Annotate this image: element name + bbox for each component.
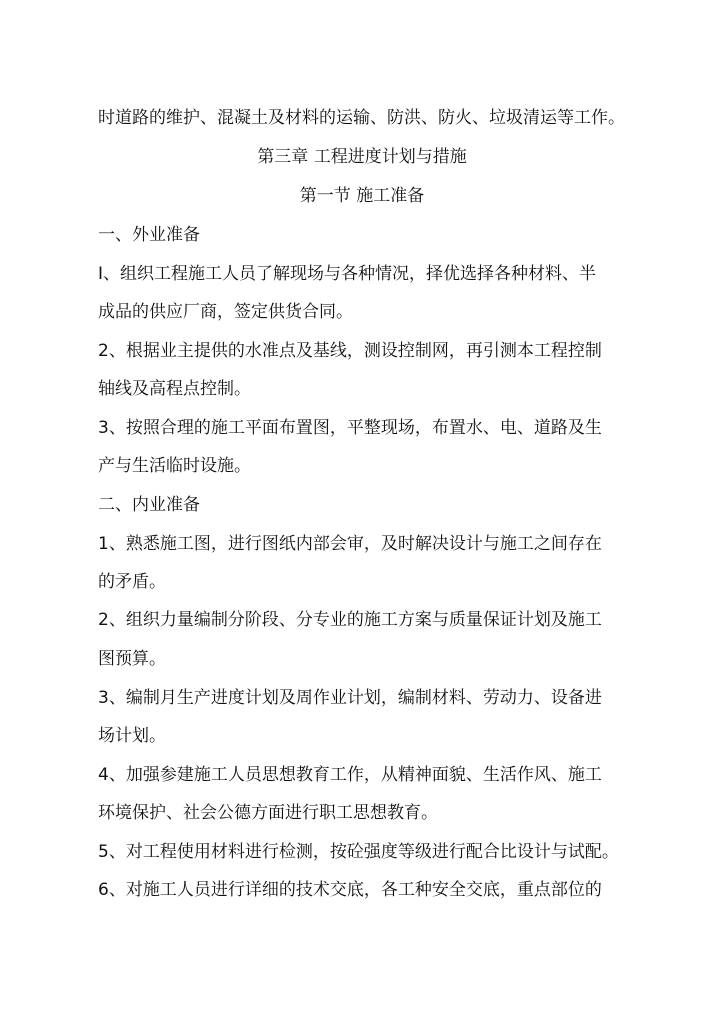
paragraph-line: 场计划。 (98, 726, 166, 746)
paragraph-line: 4、加强参建施工人员思想教育工作，从精神面貌、生活作风、施工 (98, 765, 602, 785)
paragraph-line: 成品的供应厂商，签定供货合同。 (98, 302, 353, 322)
paragraph-line: 3、按照合理的施工平面布置图，平整现场，布置水、电、道路及生 (98, 418, 602, 438)
paragraph-line: 3、编制月生产进度计划及周作业计划，编制材料、劳动力、设备进 (98, 688, 602, 708)
paragraph-line: 的矛盾。 (98, 572, 166, 592)
paragraph-line: 6、对施工人员进行详细的技术交底，各工种安全交底，重点部位的 (98, 880, 602, 900)
paragraph-line: 时道路的维护、混凝土及材料的运输、防洪、防火、垃圾清运等工作。 (98, 108, 625, 128)
paragraph-line: 2、根据业主提供的水准点及基线，测设控制网，再引测本工程控制 (98, 341, 602, 361)
paragraph-line: 轴线及高程点控制。 (98, 379, 251, 399)
paragraph-line: 图预算。 (98, 649, 166, 669)
paragraph-line: 5、对工程使用材料进行检测，按砼强度等级进行配合比设计与试配。 (98, 842, 619, 862)
subsection-heading: 二、内业准备 (98, 495, 200, 515)
paragraph-line: 1、熟悉施工图，进行图纸内部会审，及时解决设计与施工之间存在 (98, 534, 602, 554)
paragraph-line: 2、组织力量编制分阶段、分专业的施工方案与质量保证计划及施工 (98, 610, 602, 630)
paragraph-line: 环境保护、社会公德方面进行职工思想教育。 (98, 803, 438, 823)
chapter-heading: 第三章 工程进度计划与措施 (257, 147, 467, 167)
paragraph-line: I、组织工程施工人员了解现场与各种情况，择优选择各种材料、半 (98, 264, 597, 284)
subsection-heading: 一、外业准备 (98, 225, 200, 245)
paragraph-line: 产与生活临时设施。 (98, 456, 251, 476)
section-heading: 第一节 施工准备 (299, 186, 425, 206)
